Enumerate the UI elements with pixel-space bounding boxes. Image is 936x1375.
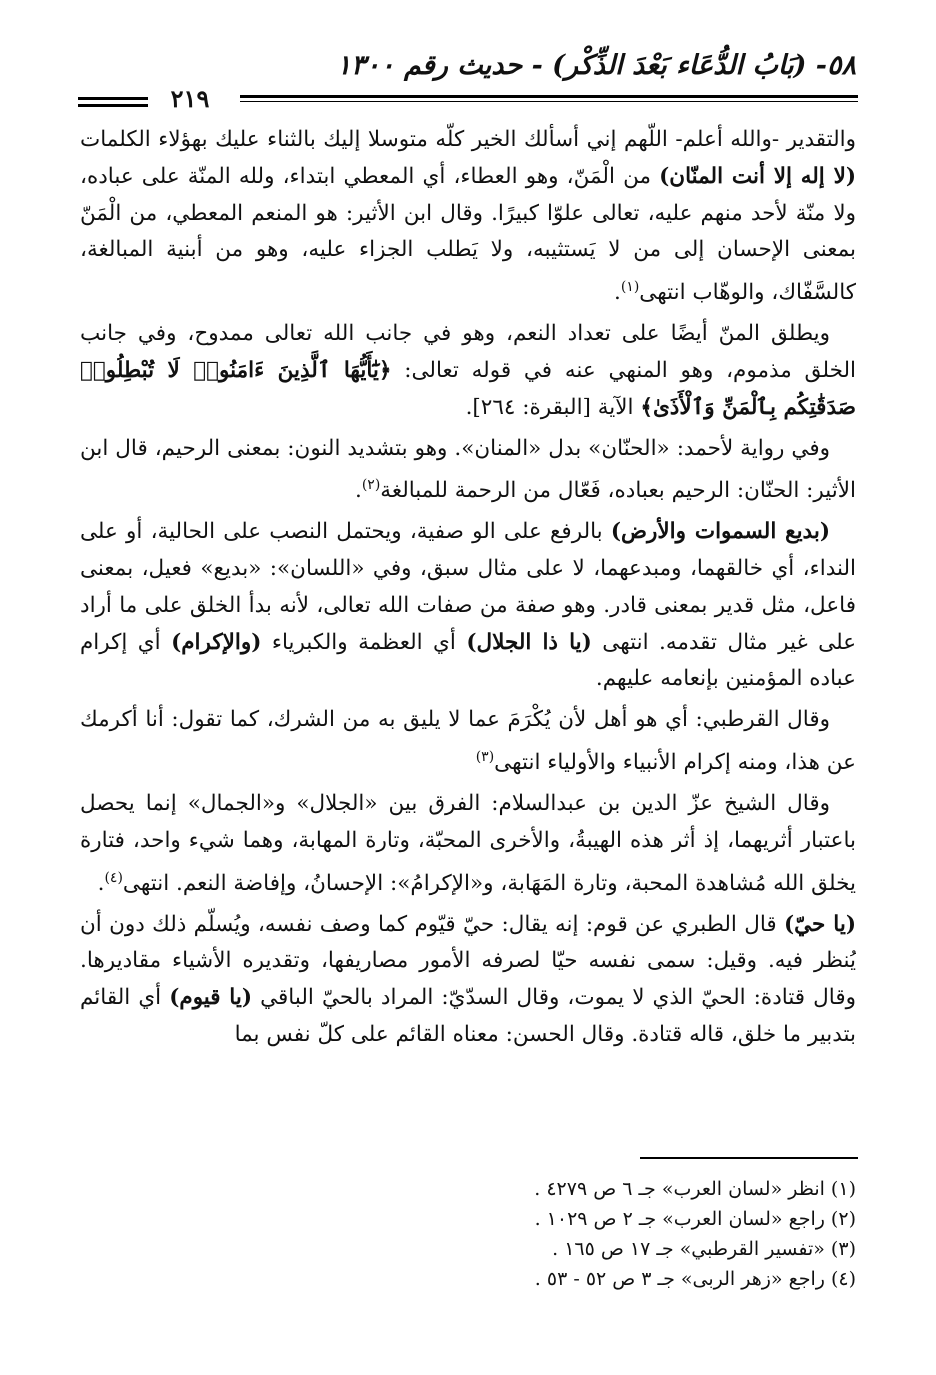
text-run: وقال القرطبي: أي هو أهل لأن يُكْرَمَ عما لا يليق به من الشرك، كما تقول: أنا أكرمك عن هذا، ومنه إكرام الأنبياء والأولياء انتهى <box>80 707 856 776</box>
text-run: والتقدير -والله أعلم- اللّهم إني أسألك الخير كلّه متوسلا إليك بالثناء عليك بهؤلاء الكلمات <box>80 127 856 152</box>
bold-phrase: (لا إله إلا أنت المنّان) <box>659 163 856 189</box>
text-run: . <box>613 280 621 306</box>
bold-phrase: (بديع السموات والأرض) <box>610 519 830 545</box>
text-run: أي العظمة والكبرياء <box>261 629 467 655</box>
footnote: (٢) راجع «لسان العرب» جـ ٢ ص ١٠٢٩ . <box>534 1208 856 1230</box>
footnote: (١) انظر «لسان العرب» جـ ٦ ص ٤٢٧٩ . <box>534 1178 856 1200</box>
footnote: (٤) راجع «زهر الربى» جـ ٣ ص ٥٢ - ٥٣ . <box>534 1268 856 1290</box>
paragraph <box>80 907 856 1054</box>
header-rule-left-top <box>78 97 148 100</box>
paragraph <box>80 431 856 511</box>
paragraph <box>80 514 856 698</box>
bold-phrase: (يا ذا الجلال) <box>466 629 592 655</box>
text-run: وقال الشيخ عزّ الدين بن عبدالسلام: الفرق بين «الجلال» و«الجمال» إنما يحصل باعتبار أثريهما، إذ أثر هذه الهيبةُ، والأخرى المحبّة، وتارة المهابة، وهما شيء واحد، فتارة يخلق الله مُشاهدة المحبة، وتارة المَهَابة، و«الإكرامُ»: الإحسانُ، وإفاضة النعم. انتهى <box>80 791 856 896</box>
header-rule-thin <box>240 101 858 102</box>
text-run: . <box>354 478 362 504</box>
paragraph <box>80 702 856 782</box>
text-run: بالرفع على الو صفية، ويحتمل النصب على الحالية، أو على النداء، أي خالقهما، ومبدعهما، لا على مثال سبق، وفي «اللسان»: «بديع» فعيل، بمعنى فاعل، مثل قدير بمعنى قادر. وهو صفة من صفات الله تعالى، لأنه بدأ الخلق على ما أراد على غير مثال تقدمه. انتهى <box>80 519 856 655</box>
running-header-title: ٥٨- (بَابُ الدُّعَاء بَعْدَ الذِّكْر) - حديث رقم ١٣٠٠ <box>336 50 856 81</box>
text-run: الآية [البقرة: ٢٦٤]. <box>465 394 641 420</box>
paragraph <box>80 316 856 426</box>
footnotes <box>80 1174 856 1294</box>
footnote: (٣) «تفسير القرطبي» جـ ١٧ ص ١٦٥ . <box>552 1238 856 1260</box>
bold-phrase: ﴿يَٰٓأَيُّهَا ٱلَّذِينَ ءَامَنُوا۟ لَا تُبْطِلُوا۟ صَدَقَٰتِكُم بِٱلْمَنِّ وَٱلْأَذَىٰ﴾ <box>80 357 856 420</box>
bold-phrase: (يا حيّ) <box>783 911 856 937</box>
paragraph <box>80 786 856 903</box>
header-rule-thick <box>240 95 858 98</box>
footnote-ref: (٢) <box>361 477 381 494</box>
bold-phrase: (والإكرام) <box>171 629 262 655</box>
text-run: أي القائم بتدبير ما خلق، قاله قتادة. وقال الحسن: معناه القائم على كلّ نفس بما <box>80 985 856 1047</box>
text-run: من الْمَنّ، وهو العطاء، أي المعطي ابتداء، ولله المنّة على عباده، ولا منّة لأحد منهم عليه، تعالى علوّا كبيرًا. وقال ابن الأثير: هو المنعم المعطي، من الْمَنّ بمعنى الإحسان إلى من لا يَستثيبه، ولا يَطلب الجزاء عليه، وهو من أبنية المبالغة، كالسَّفّاك، والوهّاب انتهى <box>80 163 856 306</box>
text-run: ويطلق المنّ أيضًا على تعداد النعم، وهو في جانب الله تعالى ممدوح، وفي جانب الخلق مذموم، وهو المنهي عنه في قوله تعالى: <box>80 321 856 383</box>
text-run: وفي رواية لأحمد: «الحنّان» بدل «المنان». وهو بتشديد النون: بمعنى الرحيم، قال ابن الأثير: الحنّان: الرحيم بعباده، فَعّال من الرحمة للمبالغة <box>80 435 856 504</box>
paragraph <box>80 122 856 312</box>
footnote-ref: (١) <box>620 279 640 296</box>
page-number: ٢١٩ <box>170 84 210 113</box>
bold-phrase: (يا قيوم) <box>169 985 253 1011</box>
text-run: أي إكرام عباده المؤمنين بإنعامه عليهم. <box>80 629 856 692</box>
footnote-ref: (٤) <box>104 869 123 886</box>
text-run: قال الطبري عن قوم: إنه يقال: حيّ قيّوم كما وصف نفسه، ويُسلّم ذلك دون أن يُنظر فيه. وقيل: سمى نفسه حيّا لصرفه الأمور مصاريفها، وتقديره الأشياء مقاديرها. وقال قتادة: الحيّ الذي لا يموت، وقال السدّيّ: المراد بالحيّ الباقي <box>80 911 856 1011</box>
body-text <box>80 122 856 1155</box>
header-rule-left-bottom <box>78 104 148 107</box>
text-run: . <box>97 870 105 896</box>
footnote-separator <box>640 1157 858 1159</box>
footnote-ref: (٣) <box>475 749 495 766</box>
